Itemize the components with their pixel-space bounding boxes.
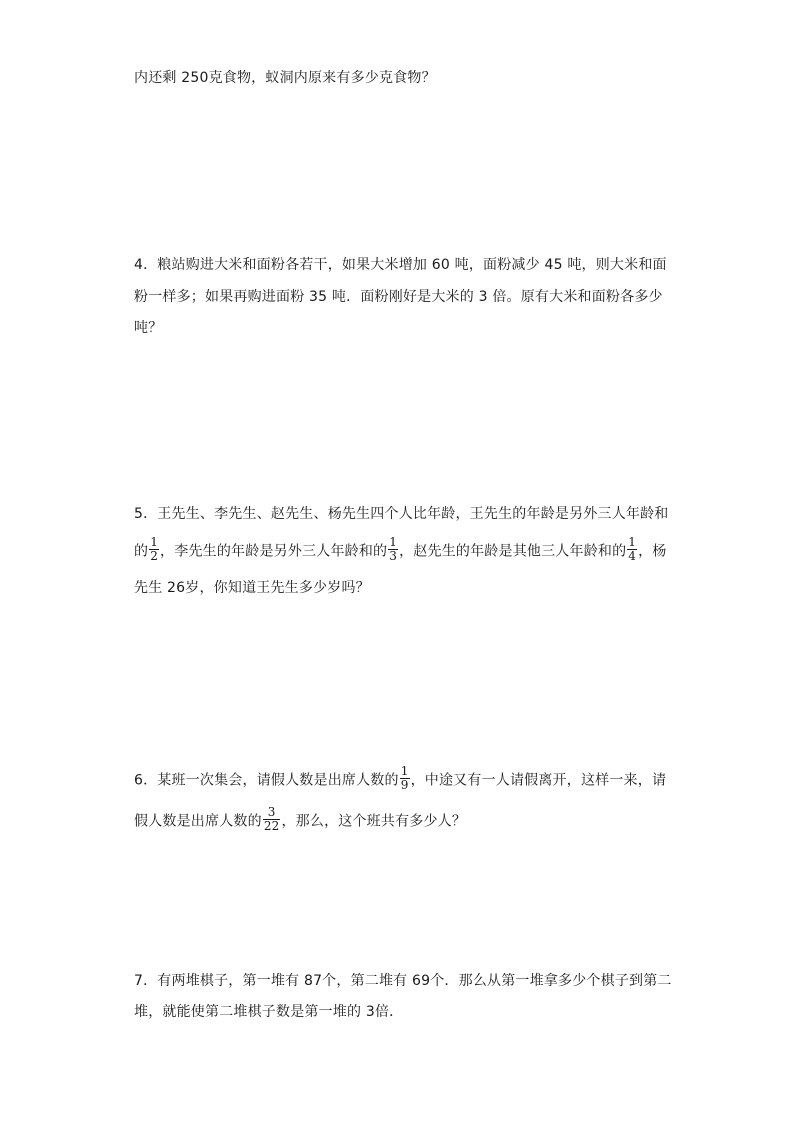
fraction-numerator: 1 — [628, 535, 637, 549]
fraction-numerator: 1 — [400, 764, 409, 778]
question-5-line-2-text-d: ，杨 — [638, 543, 667, 560]
question-6-line-2-text-b: ，那么，这个班共有多少人？ — [281, 813, 467, 830]
question-5-line-2-text-b: ，李先生的年龄是另外三人年龄和的 — [160, 543, 388, 560]
question-6-line-1-text-a: 6．某班一次集会，请假人数是出席人数的 — [134, 772, 399, 789]
question-5-line-2-text-a: 的 — [134, 543, 149, 560]
fraction-denominator: 9 — [400, 778, 409, 792]
question-4-line-3: 吨？ — [134, 320, 163, 336]
fraction-one-quarter — [627, 536, 637, 563]
fraction-one-ninth — [400, 765, 410, 792]
question-6-line-1-text-b: ，中途又有一人请假离开，这样一来，请 — [410, 772, 667, 789]
question-3-text — [134, 68, 436, 88]
fraction-denominator: 4 — [628, 549, 637, 563]
fraction-numerator: 1 — [389, 535, 398, 549]
fraction-three-twentysecondths — [263, 806, 281, 833]
fraction-denominator: 3 — [389, 549, 398, 563]
fraction-denominator: 22 — [263, 819, 280, 833]
question-5-line-1: 5．王先生、李先生、赵先生、杨先生四个人比年龄，王先生的年龄是另外三人年龄和 — [134, 506, 669, 522]
question-3-line-1: 内还剩 250克食物，蚁洞内原来有多少克食物？ — [134, 70, 436, 86]
question-4-line-2: 粉一样多；如果再购进面粉 35 吨．面粉刚好是大米的 3 倍。原有大米和面粉各多少 — [134, 289, 663, 305]
question-6-line-2 — [134, 805, 467, 835]
fraction-numerator: 3 — [267, 805, 276, 819]
question-5-line-3: 先生 26岁，你知道王先生多少岁吗？ — [134, 580, 370, 596]
question-5-line-2-text-c: ，赵先生的年龄是其他三人年龄和的 — [399, 543, 627, 560]
fraction-one-half — [149, 536, 159, 563]
question-6-line-1 — [134, 764, 667, 794]
fraction-one-third — [388, 536, 398, 563]
fraction-denominator: 2 — [150, 549, 159, 563]
fraction-numerator: 1 — [150, 535, 159, 549]
question-4-line-1: 4．粮站购进大米和面粉各若干，如果大米增加 60 吨，面粉减少 45 吨，则大米和面 — [134, 257, 667, 273]
question-6-line-2-text-a: 假人数是出席人数的 — [134, 813, 262, 830]
question-5-line-2 — [134, 535, 667, 565]
question-7-line-1: 7．有两堆棋子，第一堆有 87个，第二堆有 69个．那么从第一堆拿多少个棋子到第二 — [134, 973, 672, 989]
question-7-line-2: 堆，就能使第二堆棋子数是第一堆的 3倍． — [134, 1004, 404, 1020]
